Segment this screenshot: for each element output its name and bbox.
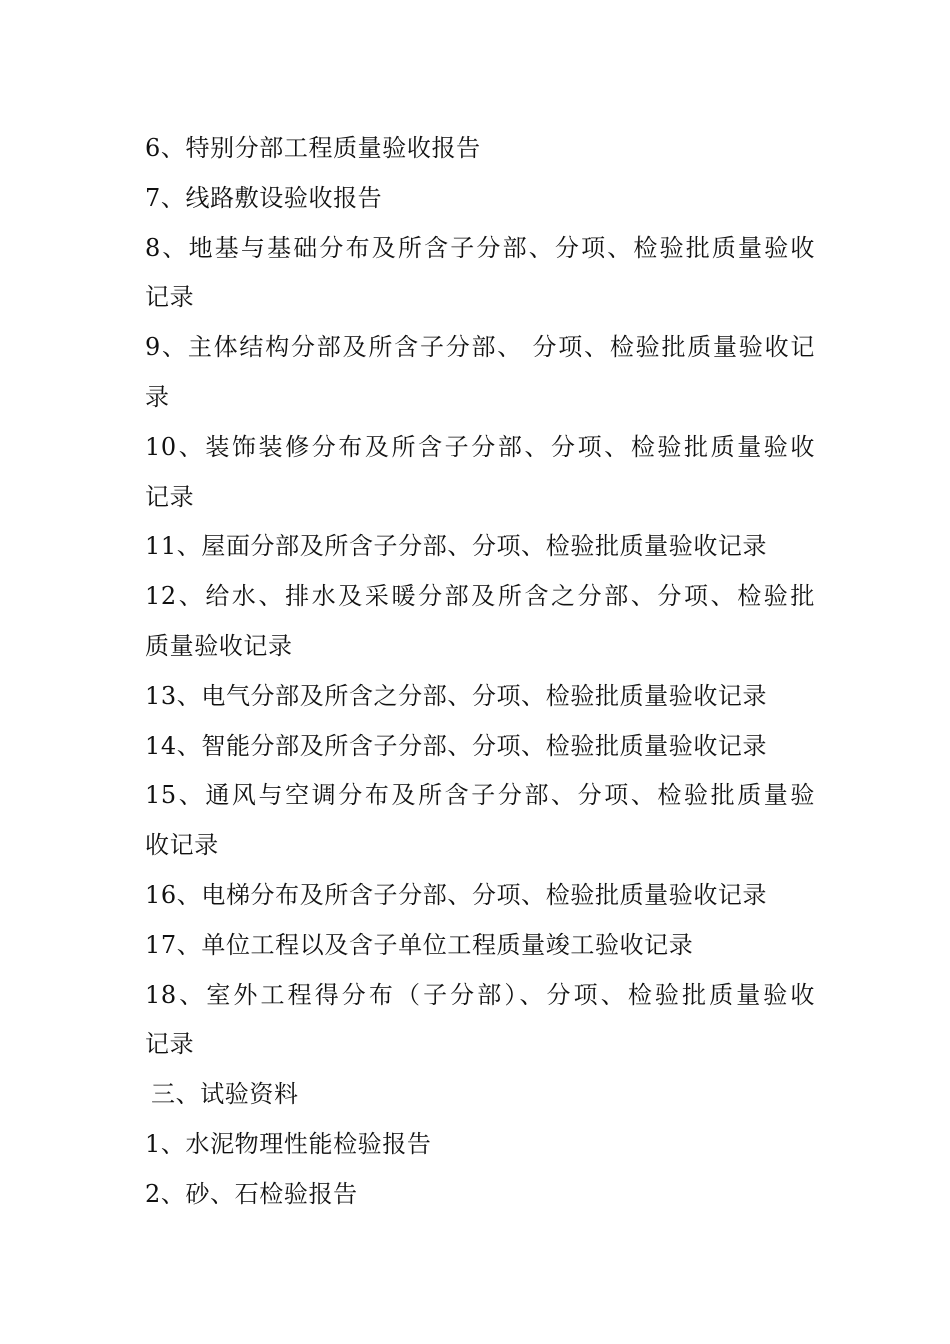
list-item-sand-stone-report: 2、砂、石检验报告 bbox=[145, 1179, 358, 1208]
document-body bbox=[145, 124, 815, 1220]
section-heading-test-materials: 三、试验资料 bbox=[151, 1080, 299, 1109]
list-item-9-continued: 录 bbox=[145, 382, 170, 411]
list-item-7: 7、线路敷设验收报告 bbox=[145, 183, 383, 212]
list-item-15-continued: 收记录 bbox=[145, 831, 219, 860]
list-item-12-continued: 质量验收记录 bbox=[145, 631, 293, 660]
list-item-18: 18、室外工程得分布（子分部）、分项、检验批质量验收 bbox=[145, 980, 815, 1009]
list-item-11: 11、屋面分部及所含子分部、分项、检验批质量验收记录 bbox=[145, 532, 768, 561]
list-item-14: 14、智能分部及所含子分部、分项、检验批质量验收记录 bbox=[145, 731, 768, 760]
list-item-15: 15、通风与空调分布及所含子分部、分项、检验批质量验 bbox=[145, 781, 815, 810]
list-item-16: 16、电梯分布及所含子分部、分项、检验批质量验收记录 bbox=[145, 880, 768, 909]
list-item-18-continued: 记录 bbox=[145, 1030, 195, 1059]
list-item-10: 10、装饰装修分布及所含子分部、分项、检验批质量验收 bbox=[145, 432, 815, 461]
list-item-cement-report: 1、水泥物理性能检验报告 bbox=[145, 1129, 432, 1158]
list-item-12: 12、给水、排水及采暖分部及所含之分部、分项、检验批 bbox=[145, 582, 815, 611]
list-item-10-continued: 记录 bbox=[145, 482, 195, 511]
list-item-17: 17、单位工程以及含子单位工程质量竣工验收记录 bbox=[145, 930, 694, 959]
list-item-6: 6、特别分部工程质量验收报告 bbox=[145, 134, 481, 162]
list-item-8-continued: 记录 bbox=[145, 283, 195, 312]
list-item-13: 13、电气分部及所含之分部、分项、检验批质量验收记录 bbox=[145, 681, 768, 710]
list-item-8: 8、地基与基础分布及所含子分部、分项、检验批质量验收 bbox=[145, 233, 815, 262]
list-item-9: 9、主体结构分部及所含子分部、 分项、检验批质量验收记 bbox=[145, 333, 815, 362]
